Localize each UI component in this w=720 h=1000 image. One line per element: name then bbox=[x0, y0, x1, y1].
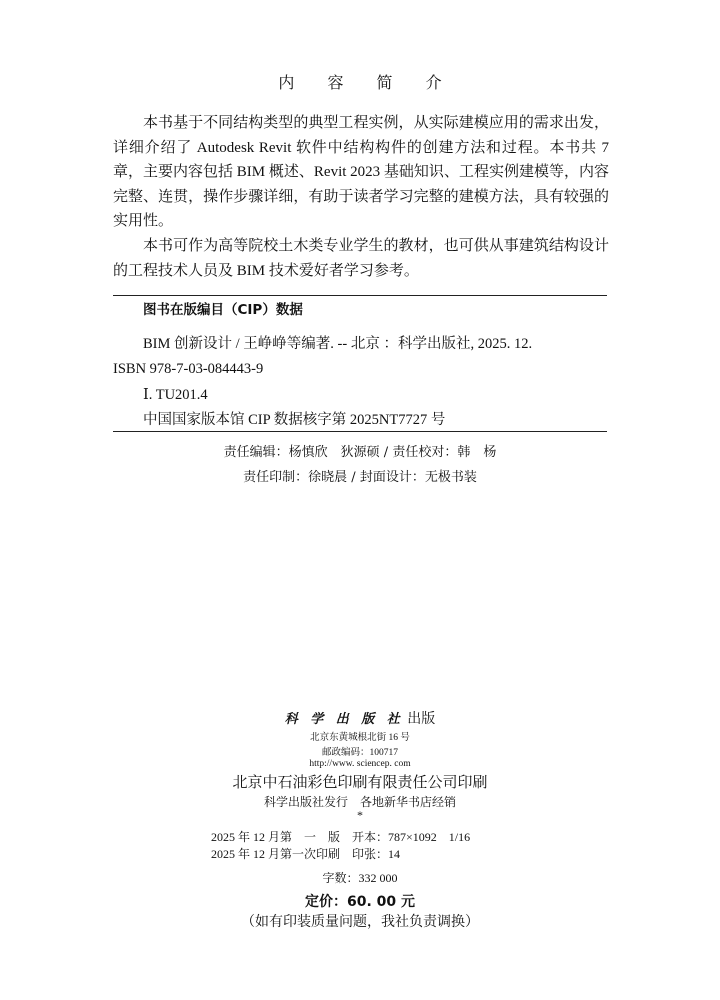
cip-classification: Ⅰ. TU201.4 bbox=[143, 386, 208, 403]
cip-record-number: 中国国家版本馆 CIP 数据核字第 2025NT7727 号 bbox=[143, 411, 446, 428]
publisher-url: http://www. sciencep. com bbox=[309, 759, 411, 769]
page-title: 内 容 简 介 bbox=[278, 73, 456, 92]
cip-heading: 图书在版编目（CIP）数据 bbox=[143, 302, 303, 318]
distribution: 科学出版社发行 各地新华书店经销 bbox=[263, 795, 456, 809]
divider bbox=[113, 295, 607, 296]
cip-isbn: ISBN 978-7-03-084443-9 bbox=[113, 361, 264, 378]
intro-paragraph: 本书可作为高等院校土木类专业学生的教材，也可供从事建筑结构设计的工程技术人员及 BIM 技术爱好者学习参考。 bbox=[113, 237, 609, 279]
editors-line: 责任编辑：杨慎欣 狄源硕 / 责任校对：韩 杨 bbox=[223, 445, 497, 460]
production-line: 责任印制：徐晓晨 / 封面设计：无极书装 bbox=[243, 470, 477, 485]
cip-citation: BIM 创新设计 / 王峥峥等编著. -- 北京 ：科学出版社, 2025. 12. bbox=[143, 336, 533, 352]
printer: 北京中石油彩色印刷有限责任公司印刷 bbox=[232, 775, 488, 791]
publisher-line bbox=[0, 708, 720, 728]
publisher-postcode: 邮政编码：100717 bbox=[321, 748, 398, 758]
publisher-suffix: 出版 bbox=[407, 712, 436, 727]
separator-star: * bbox=[357, 808, 363, 822]
publisher-address: 北京东黄城根北街 16 号 bbox=[310, 733, 410, 743]
quality-note: （如有印装质量问题，我社负责调换） bbox=[241, 915, 479, 930]
book-introduction bbox=[113, 111, 609, 283]
word-count: 字数：332 000 bbox=[322, 871, 398, 885]
publisher-logo-text: 科 学 出 版 社 bbox=[284, 712, 404, 727]
cip-data-block bbox=[113, 299, 607, 433]
edition-info: 2025 年 12 月第 一 版 开本：787×1092 1/16 bbox=[211, 830, 471, 844]
price: 定价：60. 00 元 bbox=[304, 894, 416, 910]
divider bbox=[113, 431, 607, 432]
intro-paragraph: 本书基于不同结构类型的典型工程实例，从实际建模应用的需求出发，详细介绍了 Autodesk Revit 软件中结构构件的创建方法和过程。本书共 7 章，主要内容包括 BIM 概述、Revit 2023 基础知识、工程实例建模等，内容完整、连贯，操作步骤详细，有助于读者学习完整的建模方法，具有较强的实用性。 bbox=[113, 115, 609, 230]
printing-info: 2025 年 12 月第一次印刷 印张：14 bbox=[211, 847, 401, 861]
staff-credits bbox=[0, 440, 720, 490]
